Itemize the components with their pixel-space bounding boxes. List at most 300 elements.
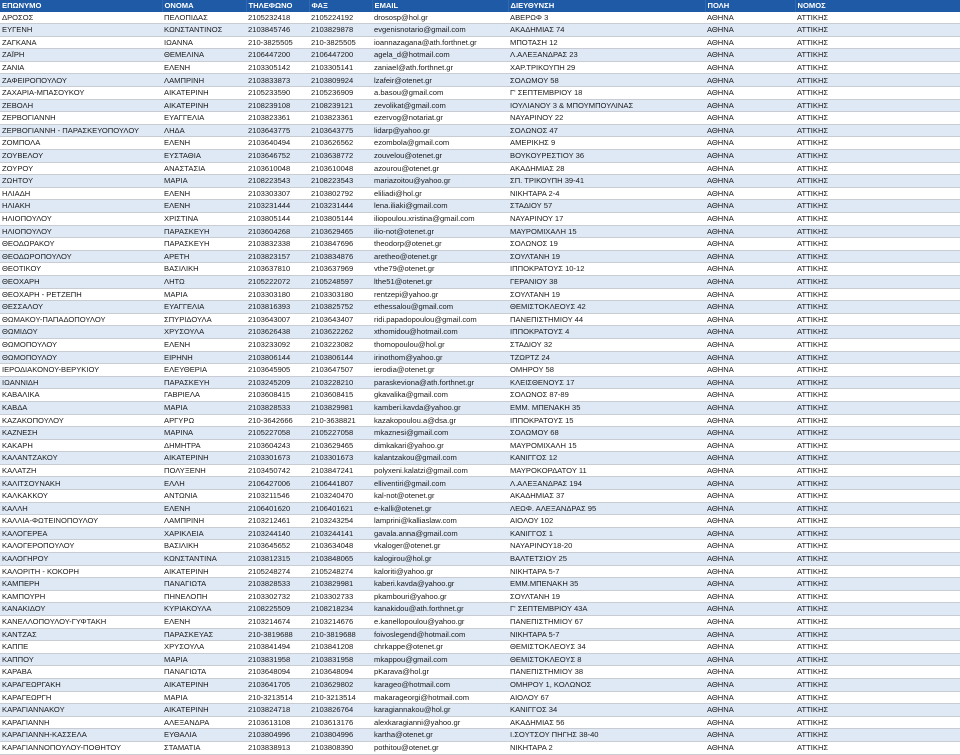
cell-address: ΙΠΠΟΚΡΑΤΟΥΣ 10-12 (508, 263, 705, 276)
cell-first-name: ΕΛΕΝΗ (162, 502, 246, 515)
cell-first-name: ΙΩΑΝΝΑ (162, 36, 246, 49)
cell-fax: 2103808390 (309, 741, 372, 754)
cell-email[interactable]: lthe51@otenet.gr (372, 275, 508, 288)
table-row (0, 313, 960, 326)
cell-prefecture: ΑΤΤΙΚΗΣ (795, 515, 960, 528)
cell-city: ΑΘΗΝΑ (705, 641, 795, 654)
cell-prefecture: ΑΤΤΙΚΗΣ (795, 678, 960, 691)
cell-fax: 2103626562 (309, 137, 372, 150)
table-row (0, 553, 960, 566)
cell-email[interactable]: e.kanellopoulou@yahoo.gr (372, 616, 508, 629)
cell-city: ΑΘΗΝΑ (705, 376, 795, 389)
table-row (0, 401, 960, 414)
cell-email[interactable]: ezervog@notariat.gr (372, 112, 508, 125)
cell-email[interactable]: kazakopoulou.a@dsa.gr (372, 414, 508, 427)
cell-city: ΑΘΗΝΑ (705, 691, 795, 704)
cell-fax: 2103643775 (309, 124, 372, 137)
cell-phone: 2103608415 (246, 389, 309, 402)
cell-city: ΑΘΗΝΑ (705, 351, 795, 364)
cell-address: ΘΕΜΙΣΤΟΚΛΕΟΥΣ 34 (508, 641, 705, 654)
cell-email[interactable]: kalogirou@hol.gr (372, 553, 508, 566)
cell-surname: ΚΑΛΟΡΙΤΗ - ΚΟΚΟΡΗ (0, 565, 162, 578)
table-row (0, 200, 960, 213)
table-row (0, 263, 960, 276)
table-row (0, 24, 960, 37)
cell-fax: 2106401621 (309, 502, 372, 515)
cell-email[interactable]: rentzepi@yahoo.gr (372, 288, 508, 301)
cell-phone: 210-3819688 (246, 628, 309, 641)
cell-surname: ΚΑΡΑΒΑ (0, 666, 162, 679)
cell-city: ΑΘΗΝΑ (705, 490, 795, 503)
cell-first-name: ΠΕΛΟΠΙΔΑΣ (162, 12, 246, 24)
table-row (0, 452, 960, 465)
table-row (0, 427, 960, 440)
cell-surname: ΗΛΙΑΚΗ (0, 200, 162, 213)
cell-email[interactable]: makarageorgi@hotmail.com (372, 691, 508, 704)
cell-fax: 2103629465 (309, 439, 372, 452)
cell-fax: 2105236909 (309, 87, 372, 100)
cell-fax: 2108223543 (309, 175, 372, 188)
cell-prefecture: ΑΤΤΙΚΗΣ (795, 74, 960, 87)
cell-phone: 2103646752 (246, 150, 309, 163)
cell-prefecture: ΑΤΤΙΚΗΣ (795, 112, 960, 125)
cell-phone: 2103805144 (246, 213, 309, 226)
cell-email[interactable]: vthe79@otenet.gr (372, 263, 508, 276)
cell-city: ΑΘΗΝΑ (705, 439, 795, 452)
table-row (0, 99, 960, 112)
cell-prefecture: ΑΤΤΙΚΗΣ (795, 87, 960, 100)
table-body (0, 12, 960, 755)
cell-fax: 2103825752 (309, 301, 372, 314)
cell-prefecture: ΑΤΤΙΚΗΣ (795, 225, 960, 238)
cell-email[interactable]: mariazoitou@yahoo.gr (372, 175, 508, 188)
cell-fax: 210-3638821 (309, 414, 372, 427)
cell-city: ΑΘΗΝΑ (705, 616, 795, 629)
cell-phone: 2103610048 (246, 162, 309, 175)
cell-address: ΒΑΛΤΕΤΣΙΟΥ 25 (508, 553, 705, 566)
cell-surname: ΚΑΛΟΓΕΡΟΠΟΥΛΟΥ (0, 540, 162, 553)
cell-surname: ΚΑΡΑΓΕΩΡΓΑΚΗ (0, 678, 162, 691)
cell-prefecture: ΑΤΤΙΚΗΣ (795, 527, 960, 540)
cell-surname: ΖΑΦΕΙΡΟΠΟΥΛΟΥ (0, 74, 162, 87)
cell-address: ΑΚΑΔΗΜΙΑΣ 37 (508, 490, 705, 503)
header-address: ΔΙΕΥΘΥΝΣΗ (508, 0, 705, 12)
cell-city: ΑΘΗΝΑ (705, 515, 795, 528)
cell-email[interactable]: thomopoulou@hol.gr (372, 338, 508, 351)
table-header (0, 0, 960, 12)
cell-address: ΧΑΡ.ΤΡΙΚΟΥΠΗ 29 (508, 61, 705, 74)
cell-address: ΣΠ. ΤΡΙΚΟΥΠΗ 39-41 (508, 175, 705, 188)
cell-email[interactable]: polyxeni.kalatzi@gmail.com (372, 464, 508, 477)
cell-address: ΑΙΟΛΟΥ 67 (508, 691, 705, 704)
cell-email[interactable]: kaberi.kavda@yahoo.gr (372, 578, 508, 591)
cell-city: ΑΘΗΝΑ (705, 427, 795, 440)
table-row (0, 364, 960, 377)
cell-address: ΕΜΜ. ΜΠΕΝΑΚΗ 35 (508, 401, 705, 414)
cell-address: ΣΟΥΛΤΑΝΗ 19 (508, 288, 705, 301)
cell-surname: ΚΑΛΟΓΗΡΟΥ (0, 553, 162, 566)
cell-prefecture: ΑΤΤΙΚΗΣ (795, 502, 960, 515)
table-row (0, 641, 960, 654)
table-row (0, 112, 960, 125)
cell-address: ΓΕΡΑΝΙΟΥ 38 (508, 275, 705, 288)
cell-first-name: ΔΗΜΗΤΡΑ (162, 439, 246, 452)
cell-phone: 2103812315 (246, 553, 309, 566)
cell-phone: 2105248274 (246, 565, 309, 578)
cell-prefecture: ΑΤΤΙΚΗΣ (795, 238, 960, 251)
cell-address: ΜΠΟΤΑΣΗ 12 (508, 36, 705, 49)
header-prefecture: ΝΟΜΟΣ (795, 0, 960, 12)
cell-surname: ΘΩΜΟΠΟΥΛΟΥ (0, 338, 162, 351)
cell-email[interactable]: ezombola@gmail.com (372, 137, 508, 150)
cell-first-name: ΑΡΓΥΡΩ (162, 414, 246, 427)
cell-email[interactable]: chrkappe@otenet.gr (372, 641, 508, 654)
cell-phone: 2105227058 (246, 427, 309, 440)
cell-fax: 2103305141 (309, 61, 372, 74)
cell-email[interactable]: pKarava@hol.gr (372, 666, 508, 679)
cell-fax: 2106447200 (309, 49, 372, 62)
cell-city: ΑΘΗΝΑ (705, 175, 795, 188)
cell-email[interactable]: a.basou@gmail.com (372, 87, 508, 100)
cell-phone: 2103301673 (246, 452, 309, 465)
cell-prefecture: ΑΤΤΙΚΗΣ (795, 704, 960, 717)
cell-phone: 2103613108 (246, 716, 309, 729)
table-row (0, 666, 960, 679)
cell-email[interactable]: kal-not@otenet.gr (372, 490, 508, 503)
cell-first-name: ΜΑΡΙΑ (162, 175, 246, 188)
cell-email[interactable]: azourou@otenet.gr (372, 162, 508, 175)
cell-surname: ΚΑΒΔΑ (0, 401, 162, 414)
cell-surname: ΚΑΝΕΛΛΟΠΟΥΛΟΥ-ΓΥΦΤΑΚΗ (0, 616, 162, 629)
cell-email[interactable]: elliventiri@gmail.com (372, 477, 508, 490)
cell-fax: 2103847241 (309, 464, 372, 477)
cell-first-name: ΑΡΕΤΗ (162, 250, 246, 263)
cell-surname: ΖΟΥΒΕΛΟΥ (0, 150, 162, 163)
cell-city: ΑΘΗΝΑ (705, 301, 795, 314)
cell-prefecture: ΑΤΤΙΚΗΣ (795, 389, 960, 402)
cell-email[interactable]: xthomidou@hotmail.com (372, 326, 508, 339)
header-phone: ΤΗΛΕΦΩΝΟ (246, 0, 309, 12)
cell-surname: ΚΑΛΑΤΖΗ (0, 464, 162, 477)
table-row (0, 175, 960, 188)
cell-surname: ΚΑΠΠΕ (0, 641, 162, 654)
cell-email[interactable]: e-kalli@otenet.gr (372, 502, 508, 515)
cell-fax: 2103809924 (309, 74, 372, 87)
table-row (0, 414, 960, 427)
cell-email[interactable]: pothitou@otenet.gr (372, 741, 508, 754)
cell-fax: 2103647507 (309, 364, 372, 377)
cell-email[interactable]: gkavalika@gmail.com (372, 389, 508, 402)
cell-address: Λ.ΑΛΕΞΑΝΔΡΑΣ 194 (508, 477, 705, 490)
cell-phone: 2103302732 (246, 590, 309, 603)
table-row (0, 729, 960, 742)
cell-city: ΑΘΗΝΑ (705, 150, 795, 163)
cell-email[interactable]: kartha@otenet.gr (372, 729, 508, 742)
cell-address: ΙΟΥΛΙΑΝΟΥ 3 & ΜΠΟΥΜΠΟΥΛΙΝΑΣ (508, 99, 705, 112)
cell-first-name: ΕΛΕΝΗ (162, 338, 246, 351)
cell-email[interactable]: irinothom@yahoo.gr (372, 351, 508, 364)
cell-prefecture: ΑΤΤΙΚΗΣ (795, 36, 960, 49)
cell-email[interactable]: ethessalou@gmail.com (372, 301, 508, 314)
table-row (0, 301, 960, 314)
table-row (0, 124, 960, 137)
cell-address: ΑΚΑΔΗΜΙΑΣ 74 (508, 24, 705, 37)
cell-email[interactable]: kalantzakou@gmail.com (372, 452, 508, 465)
cell-first-name: ΑΙΚΑΤΕΡΙΝΗ (162, 87, 246, 100)
cell-first-name: ΠΑΝΑΓΙΩΤΑ (162, 666, 246, 679)
header-city: ΠΟΛΗ (705, 0, 795, 12)
cell-surname: ΚΑΡΑΓΙΑΝΝΗ (0, 716, 162, 729)
cell-fax: 2105224192 (309, 12, 372, 24)
cell-first-name: ΚΩΝΣΤΑΝΤΙΝΟΣ (162, 24, 246, 37)
cell-city: ΑΘΗΝΑ (705, 678, 795, 691)
cell-city: ΑΘΗΝΑ (705, 49, 795, 62)
cell-address: ΣΟΛΩΜΟΥ 58 (508, 74, 705, 87)
cell-address: ΝΙΚΗΤΑΡΑ 5-7 (508, 565, 705, 578)
cell-first-name: ΘΕΜΕΛΙΝΑ (162, 49, 246, 62)
cell-fax: 2103805144 (309, 213, 372, 226)
cell-phone: 2105232418 (246, 12, 309, 24)
table-row (0, 250, 960, 263)
cell-phone: 2103450742 (246, 464, 309, 477)
cell-phone: 2106427006 (246, 477, 309, 490)
cell-email[interactable]: lidarp@yahoo.gr (372, 124, 508, 137)
cell-surname: ΖΟΥΡΟΥ (0, 162, 162, 175)
cell-surname: ΚΑΠΠΟΥ (0, 653, 162, 666)
cell-prefecture: ΑΤΤΙΚΗΣ (795, 338, 960, 351)
cell-prefecture: ΑΤΤΙΚΗΣ (795, 326, 960, 339)
cell-email[interactable]: karagiannakou@hol.gr (372, 704, 508, 717)
table-row (0, 653, 960, 666)
cell-email[interactable]: kaloriti@yahoo.gr (372, 565, 508, 578)
cell-fax: 2103214676 (309, 616, 372, 629)
cell-surname: ΚΑΝΑΚΙΔΟΥ (0, 603, 162, 616)
cell-address: ΣΟΛΩΝΟΣ 19 (508, 238, 705, 251)
cell-prefecture: ΑΤΤΙΚΗΣ (795, 716, 960, 729)
cell-prefecture: ΑΤΤΙΚΗΣ (795, 590, 960, 603)
cell-city: ΑΘΗΝΑ (705, 565, 795, 578)
cell-first-name: ΑΛΕΞΑΝΔΡΑ (162, 716, 246, 729)
cell-surname: ΘΕΟΧΑΡΗ - ΡΕΤΖΕΠΗ (0, 288, 162, 301)
cell-first-name: ΜΑΡΙΑ (162, 401, 246, 414)
table-row (0, 351, 960, 364)
cell-first-name: ΠΗΝΕΛΟΠΗ (162, 590, 246, 603)
cell-prefecture: ΑΤΤΙΚΗΣ (795, 603, 960, 616)
cell-prefecture: ΑΤΤΙΚΗΣ (795, 301, 960, 314)
cell-email[interactable]: ioannazagana@ath.forthnet.gr (372, 36, 508, 49)
cell-first-name: ΧΡΥΣΟΥΛΑ (162, 326, 246, 339)
cell-phone: 2103604243 (246, 439, 309, 452)
cell-surname: ΘΩΜΙΔΟΥ (0, 326, 162, 339)
cell-fax: 2103638772 (309, 150, 372, 163)
cell-prefecture: ΑΤΤΙΚΗΣ (795, 162, 960, 175)
cell-fax: 2103848065 (309, 553, 372, 566)
cell-surname: ΚΑΛΛΙΑ-ΦΩΤΕΙΝΟΠΟΥΛΟΥ (0, 515, 162, 528)
cell-phone: 2103841494 (246, 641, 309, 654)
cell-first-name: ΕΙΡΗΝΗ (162, 351, 246, 364)
cell-surname: ΘΩΜΑΚΟΥ-ΠΑΠΑΔΟΠΟΥΛΟΥ (0, 313, 162, 326)
cell-address: Γ' ΣΕΠΤΕΜΒΡΙΟΥ 43Α (508, 603, 705, 616)
table-row (0, 515, 960, 528)
cell-address: ΘΕΜΙΣΤΟΚΛΕΟΥΣ 42 (508, 301, 705, 314)
cell-prefecture: ΑΤΤΙΚΗΣ (795, 150, 960, 163)
cell-surname: ΖΑΪΡΗ (0, 49, 162, 62)
cell-fax: 2108239121 (309, 99, 372, 112)
cell-fax: 2103622262 (309, 326, 372, 339)
cell-email[interactable]: theodorp@otenet.gr (372, 238, 508, 251)
cell-phone: 2103214674 (246, 616, 309, 629)
cell-email[interactable]: dimkakari@yahoo.gr (372, 439, 508, 452)
cell-surname: ΙΕΡΟΔΙΑΚΟΝΟΥ-ΒΕΡΥΚΙΟΥ (0, 364, 162, 377)
table-row (0, 741, 960, 754)
cell-email[interactable]: ilio-not@otenet.gr (372, 225, 508, 238)
cell-email[interactable]: lzafeir@otenet.gr (372, 74, 508, 87)
cell-first-name: ΕΛΛΗ (162, 477, 246, 490)
cell-address: ΒΟΥΚΟΥΡΕΣΤΙΟΥ 36 (508, 150, 705, 163)
cell-first-name: ΑΙΚΑΤΕΡΙΝΗ (162, 452, 246, 465)
cell-fax: 2103847696 (309, 238, 372, 251)
cell-surname: ΚΑΜΠΟΥΡΗ (0, 590, 162, 603)
cell-fax: 2103610048 (309, 162, 372, 175)
cell-prefecture: ΑΤΤΙΚΗΣ (795, 578, 960, 591)
cell-surname: ΚΑΚΑΡΗ (0, 439, 162, 452)
cell-city: ΑΘΗΝΑ (705, 250, 795, 263)
table-row (0, 187, 960, 200)
cell-first-name: ΛΗΔΑ (162, 124, 246, 137)
cell-city: ΑΘΗΝΑ (705, 137, 795, 150)
cell-prefecture: ΑΤΤΙΚΗΣ (795, 49, 960, 62)
cell-city: ΑΘΗΝΑ (705, 326, 795, 339)
cell-fax: 2103634048 (309, 540, 372, 553)
cell-city: ΑΘΗΝΑ (705, 313, 795, 326)
cell-email[interactable]: agela_d@hotmail.com (372, 49, 508, 62)
cell-city: ΑΘΗΝΑ (705, 578, 795, 591)
cell-email[interactable]: mkappou@gmail.com (372, 653, 508, 666)
cell-email[interactable]: gavala.anna@gmail.com (372, 527, 508, 540)
cell-surname: ΚΑΡΑΓΙΑΝΝΟΠΟΥΛΟΥ-ΠΟΘΗΤΟΥ (0, 741, 162, 754)
cell-phone: 2103643007 (246, 313, 309, 326)
cell-fax: 2103823361 (309, 112, 372, 125)
cell-surname: ΕΥΓΕΝΗ (0, 24, 162, 37)
cell-prefecture: ΑΤΤΙΚΗΣ (795, 351, 960, 364)
cell-email[interactable]: aretheo@otenet.gr (372, 250, 508, 263)
cell-first-name: ΜΑΡΙΑ (162, 691, 246, 704)
cell-email[interactable]: iliopoulou.xristina@gmail.com (372, 213, 508, 226)
cell-email[interactable]: eliliadi@hol.gr (372, 187, 508, 200)
cell-email[interactable]: lamprini@kalliaslaw.com (372, 515, 508, 528)
cell-email[interactable]: zaniael@ath.forthnet.gr (372, 61, 508, 74)
cell-email[interactable]: zevolikat@gmail.com (372, 99, 508, 112)
cell-email[interactable]: zouvelou@otenet.gr (372, 150, 508, 163)
cell-email[interactable]: kanakidou@ath.forthnet.gr (372, 603, 508, 616)
cell-phone: 2103637810 (246, 263, 309, 276)
cell-email[interactable]: pkambouri@yahoo.gr (372, 590, 508, 603)
cell-city: ΑΘΗΝΑ (705, 729, 795, 742)
cell-prefecture: ΑΤΤΙΚΗΣ (795, 691, 960, 704)
table-row (0, 288, 960, 301)
cell-phone: 2103212461 (246, 515, 309, 528)
cell-email[interactable]: kamberi.kavda@yahoo.gr (372, 401, 508, 414)
cell-first-name: ΠΑΡΑΣΚΕΥΗ (162, 225, 246, 238)
table-row (0, 137, 960, 150)
cell-email[interactable]: evgenisnotario@gmail.com (372, 24, 508, 37)
cell-fax: 210-3819688 (309, 628, 372, 641)
cell-surname: ΖΟΜΠΟΛΑ (0, 137, 162, 150)
cell-phone: 2103831958 (246, 653, 309, 666)
cell-fax: 2108218234 (309, 603, 372, 616)
cell-email[interactable]: paraskeviona@ath.forthnet.gr (372, 376, 508, 389)
cell-email[interactable]: foivoslegend@hotmail.com (372, 628, 508, 641)
cell-surname: ΚΑΛΛΗ (0, 502, 162, 515)
cell-email[interactable]: mkaznesi@gmail.com (372, 427, 508, 440)
cell-prefecture: ΑΤΤΙΚΗΣ (795, 99, 960, 112)
cell-phone: 2103231444 (246, 200, 309, 213)
cell-email[interactable]: ridi.papadopoulou@gmail.com (372, 313, 508, 326)
cell-fax: 210-3213514 (309, 691, 372, 704)
cell-address: ΑΙΟΛΟΥ 102 (508, 515, 705, 528)
cell-surname: ΖΑΝΙΑ (0, 61, 162, 74)
cell-prefecture: ΑΤΤΙΚΗΣ (795, 124, 960, 137)
cell-city: ΑΘΗΝΑ (705, 275, 795, 288)
table-row (0, 704, 960, 717)
cell-email[interactable]: lena.iliaki@gmail.com (372, 200, 508, 213)
cell-fax: 2103240470 (309, 490, 372, 503)
cell-first-name: ΠΑΡΑΣΚΕΥΑΣ (162, 628, 246, 641)
cell-address: ΣΟΛΩΝΟΣ 47 (508, 124, 705, 137)
cell-phone: 2105233590 (246, 87, 309, 100)
cell-email[interactable]: vkaloger@otenet.gr (372, 540, 508, 553)
header-email: EMAIL (372, 0, 508, 12)
cell-phone: 2103828533 (246, 578, 309, 591)
cell-email[interactable]: alexkaragianni@yahoo.gr (372, 716, 508, 729)
cell-address: ΙΠΠΟΚΡΑΤΟΥΣ 4 (508, 326, 705, 339)
header-first-name: ΟΝΟΜΑ (162, 0, 246, 12)
cell-surname: ΖΑΓΚΑΝΑ (0, 36, 162, 49)
cell-city: ΑΘΗΝΑ (705, 124, 795, 137)
cell-phone: 2108225509 (246, 603, 309, 616)
cell-city: ΑΘΗΝΑ (705, 200, 795, 213)
cell-city: ΑΘΗΝΑ (705, 36, 795, 49)
cell-first-name: ΕΛΕΝΗ (162, 61, 246, 74)
table-row (0, 389, 960, 402)
cell-surname: ΖΕΡΒΟΓΙΑΝΝΗ - ΠΑΡΑΣΚΕΥΟΠΟΥΛΟΥ (0, 124, 162, 137)
cell-city: ΑΘΗΝΑ (705, 653, 795, 666)
cell-prefecture: ΑΤΤΙΚΗΣ (795, 213, 960, 226)
cell-fax: 2103829981 (309, 578, 372, 591)
cell-surname: ΖΩΗΤΟΥ (0, 175, 162, 188)
cell-prefecture: ΑΤΤΙΚΗΣ (795, 263, 960, 276)
table-row (0, 565, 960, 578)
cell-email[interactable]: ierodia@otenet.gr (372, 364, 508, 377)
cell-surname: ΚΑΜΠΕΡΗ (0, 578, 162, 591)
cell-city: ΑΘΗΝΑ (705, 553, 795, 566)
cell-address: ΣΟΛΩΜΟΥ 68 (508, 427, 705, 440)
cell-first-name: ΑΝΑΣΤΑΣΙΑ (162, 162, 246, 175)
cell-email[interactable]: karageo@hotmail.com (372, 678, 508, 691)
cell-email[interactable]: drososp@hol.gr (372, 12, 508, 24)
cell-fax: 2103831958 (309, 653, 372, 666)
cell-surname: ΘΕΣΣΑΛΟΥ (0, 301, 162, 314)
cell-first-name: ΕΛΕΝΗ (162, 137, 246, 150)
cell-fax: 2103643407 (309, 313, 372, 326)
cell-first-name: ΕΥΣΤΑΘΙΑ (162, 150, 246, 163)
cell-first-name: ΛΑΜΠΡΙΝΗ (162, 74, 246, 87)
cell-first-name: ΕΛΕΝΗ (162, 616, 246, 629)
cell-prefecture: ΑΤΤΙΚΗΣ (795, 175, 960, 188)
cell-phone: 2103305142 (246, 61, 309, 74)
cell-surname: ΚΑΛΑΝΤΖΑΚΟΥ (0, 452, 162, 465)
cell-city: ΑΘΗΝΑ (705, 61, 795, 74)
